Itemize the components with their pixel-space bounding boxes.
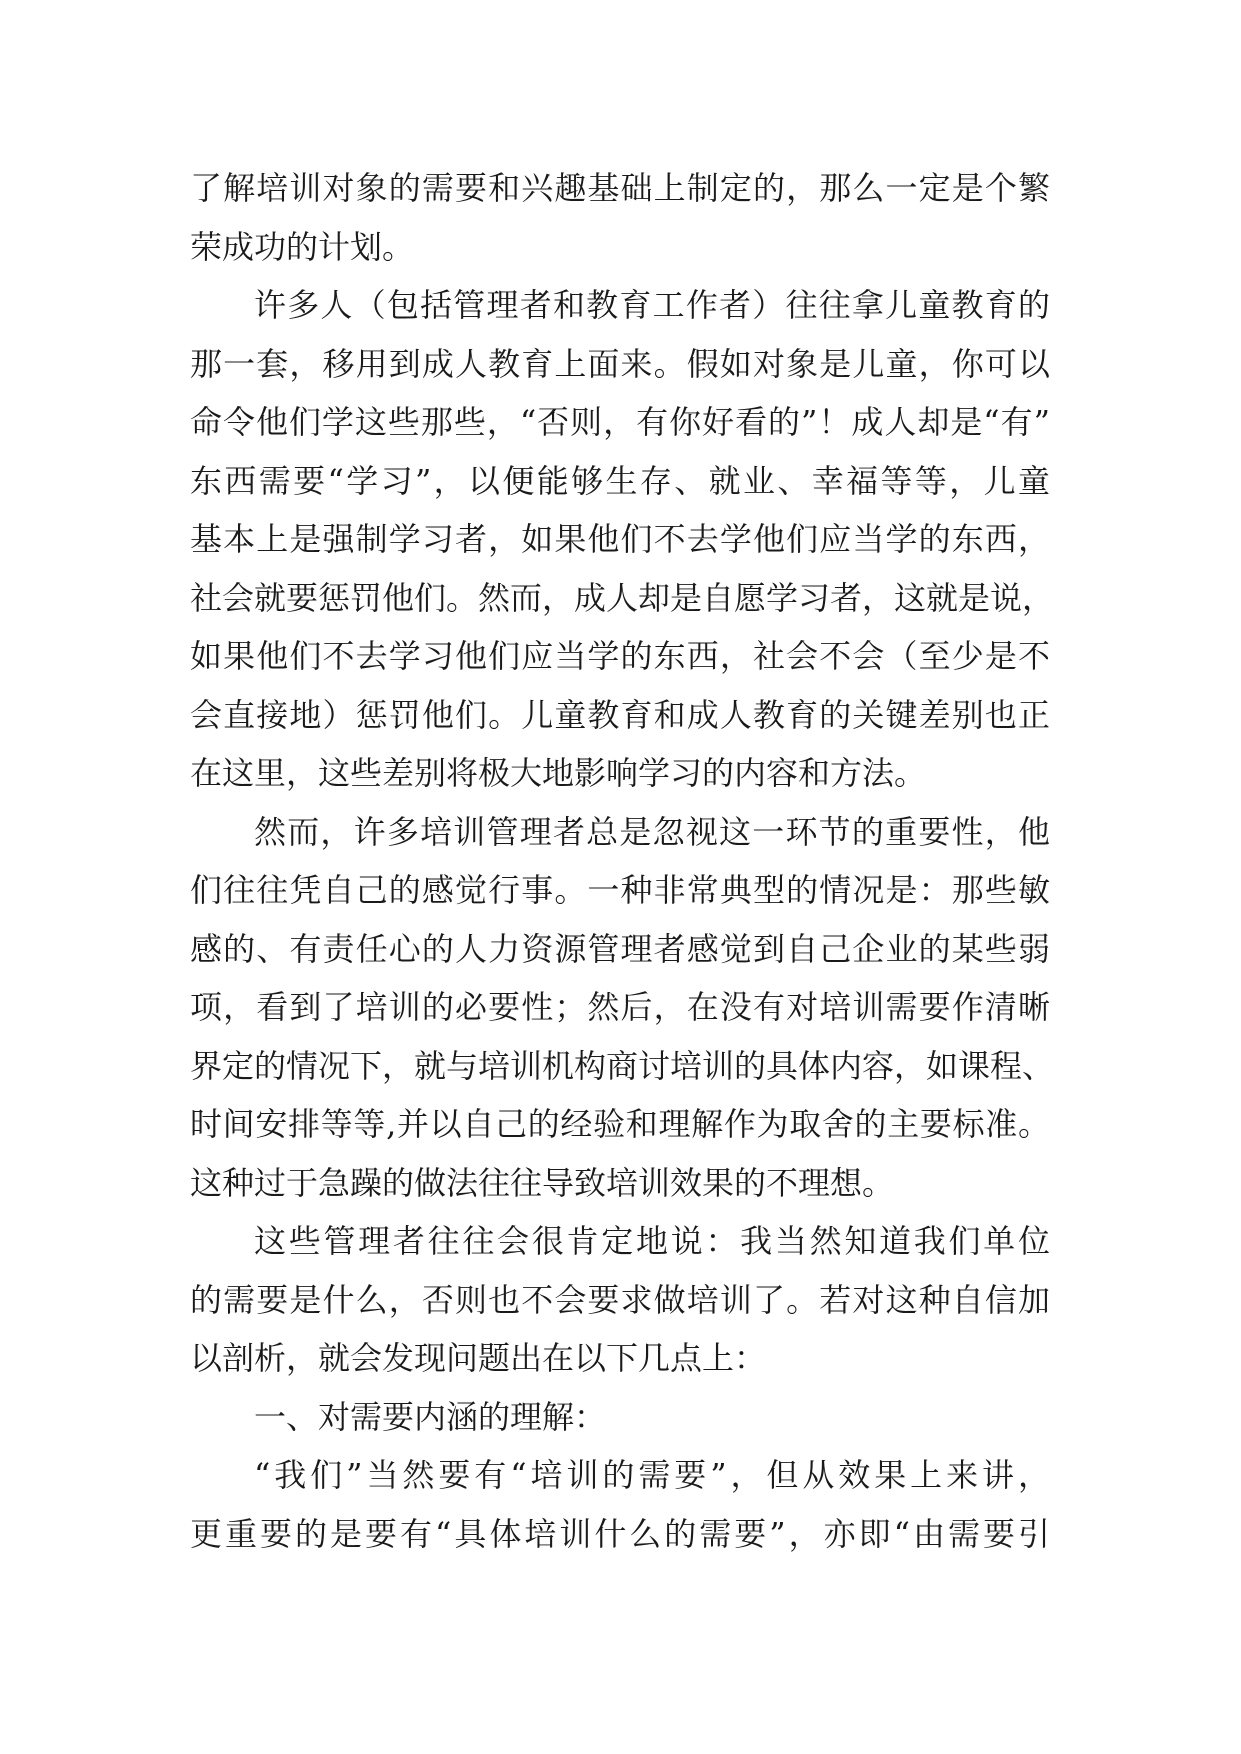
text-line: 的需要是什么，否则也不会要求做培训了。若对这种自信加 [190, 1280, 1050, 1319]
text-line: 那一套，移用到成人教育上面来。假如对象是儿童，你可以 [190, 344, 1050, 383]
text-line: 然而，许多培训管理者总是忽视这一环节的重要性，他 [254, 812, 1050, 851]
text-line: 界定的情况下，就与培训机构商讨培训的具体内容，如课程、 [190, 1046, 1055, 1085]
text-line: 会直接地）惩罚他们。儿童教育和成人教育的关键差别也正 [190, 695, 1050, 734]
text-line: 这些管理者往往会很肯定地说：我当然知道我们单位 [254, 1222, 1050, 1260]
text-line: 时间安排等等,并以自己的经验和理解作为取舍的主要标准。 [190, 1105, 1050, 1143]
text-line: 东西需要“学习”，以便能够生存、就业、幸福等等，儿童 [190, 461, 1050, 500]
text-line: 一、对需要内涵的理解： [254, 1397, 607, 1436]
text-line: 荣成功的计划。 [190, 227, 415, 266]
text-line: 基本上是强制学习者，如果他们不去学他们应当学的东西， [190, 520, 1050, 558]
text-line: 感的、有责任心的人力资源管理者感觉到自己企业的某些弱 [190, 929, 1050, 968]
text-line: 以剖析，就会发现问题出在以下几点上： [190, 1339, 767, 1377]
text-line: “我们”当然要有“培训的需要”，但从效果上来讲， [254, 1456, 1050, 1494]
text-line: 如果他们不去学习他们应当学的东西，社会不会（至少是不 [190, 637, 1050, 675]
text-line: 这种过于急躁的做法往往导致培训效果的不理想。 [190, 1163, 895, 1202]
text-line: 命令他们学这些那些，“否则，有你好看的”！成人却是“有” [190, 403, 1050, 441]
text-line: 了解培训对象的需要和兴趣基础上制定的，那么一定是个繁 [190, 169, 1050, 207]
text-line: 在这里，这些差别将极大地影响学习的内容和方法。 [190, 754, 927, 792]
text-line: 项，看到了培训的必要性；然后，在没有对培训需要作清晰 [190, 988, 1050, 1026]
text-line: 社会就要惩罚他们。然而，成人却是自愿学习者，这就是说， [190, 578, 1055, 617]
text-line: 许多人（包括管理者和教育工作者）往往拿儿童教育的 [254, 286, 1050, 324]
text-line: 们往往凭自己的感觉行事。一种非常典型的情况是：那些敏 [190, 871, 1050, 909]
text-line: 更重要的是要有“具体培训什么的需要”，亦即“由需要引 [190, 1514, 1050, 1553]
document-body [190, 159, 1055, 1563]
